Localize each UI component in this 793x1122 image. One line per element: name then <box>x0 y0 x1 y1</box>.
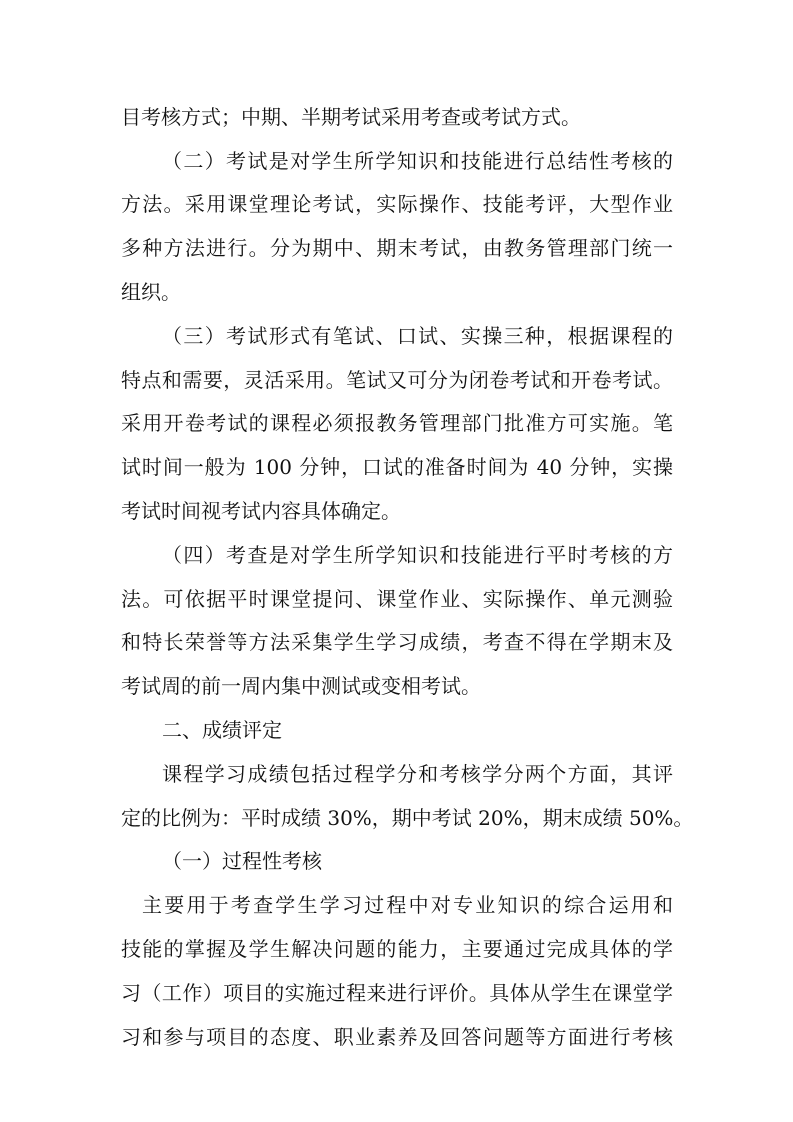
subsection-heading: （一）过程性考核 <box>162 849 322 873</box>
paragraph-heading-3: （三）考试形式有笔试、口试、实操三种，根据课程的 <box>162 324 673 348</box>
text-line: 课程学习成绩包括过程学分和考核学分两个方面，其评 <box>162 762 673 786</box>
text-line: 和特长荣誉等方法采集学生学习成绩，考查不得在学期末及 <box>121 630 673 654</box>
text-line: 目考核方式；中期、半期考试采用考查或考试方式。 <box>121 105 581 129</box>
text-line: 方法。采用课堂理论考试，实际操作、技能考评，大型作业 <box>121 192 673 216</box>
text-line: 定的比例为：平时成绩 30%，期中考试 20%，期末成绩 50%。 <box>121 806 694 830</box>
text-line: 法。可依据平时课堂提问、课堂作业、实际操作、单元测验 <box>121 587 673 611</box>
text-line: 采用开卷考试的课程必须报教务管理部门批准方可实施。笔 <box>121 411 673 435</box>
text-line: 习和参与项目的态度、职业素养及回答问题等方面进行考核 <box>121 1025 673 1049</box>
text-line: 试时间一般为 100 分钟，口试的准备时间为 40 分钟，实操 <box>121 455 673 479</box>
text-line: 主要用于考查学生学习过程中对专业知识的综合运用和 <box>142 893 673 917</box>
text-line: 考试周的前一周内集中测试或变相考试。 <box>121 674 481 698</box>
text-line: 特点和需要，灵活采用。笔试又可分为闭卷考试和开卷考试。 <box>121 368 673 392</box>
paragraph-heading-2: （二）考试是对学生所学知识和技能进行总结性考核的 <box>162 149 673 173</box>
text-line: 技能的掌握及学生解决问题的能力，主要通过完成具体的学 <box>121 937 673 961</box>
text-line: 组织。 <box>121 280 181 304</box>
text-line: 多种方法进行。分为期中、期末考试，由教务管理部门统一 <box>121 236 673 260</box>
text-line: 考试时间视考试内容具体确定。 <box>121 499 401 523</box>
paragraph-heading-4: （四）考查是对学生所学知识和技能进行平时考核的方 <box>162 543 673 567</box>
section-heading: 二、成绩评定 <box>162 718 282 742</box>
text-line: 习（工作）项目的实施过程来进行评价。具体从学生在课堂学 <box>121 981 673 1005</box>
